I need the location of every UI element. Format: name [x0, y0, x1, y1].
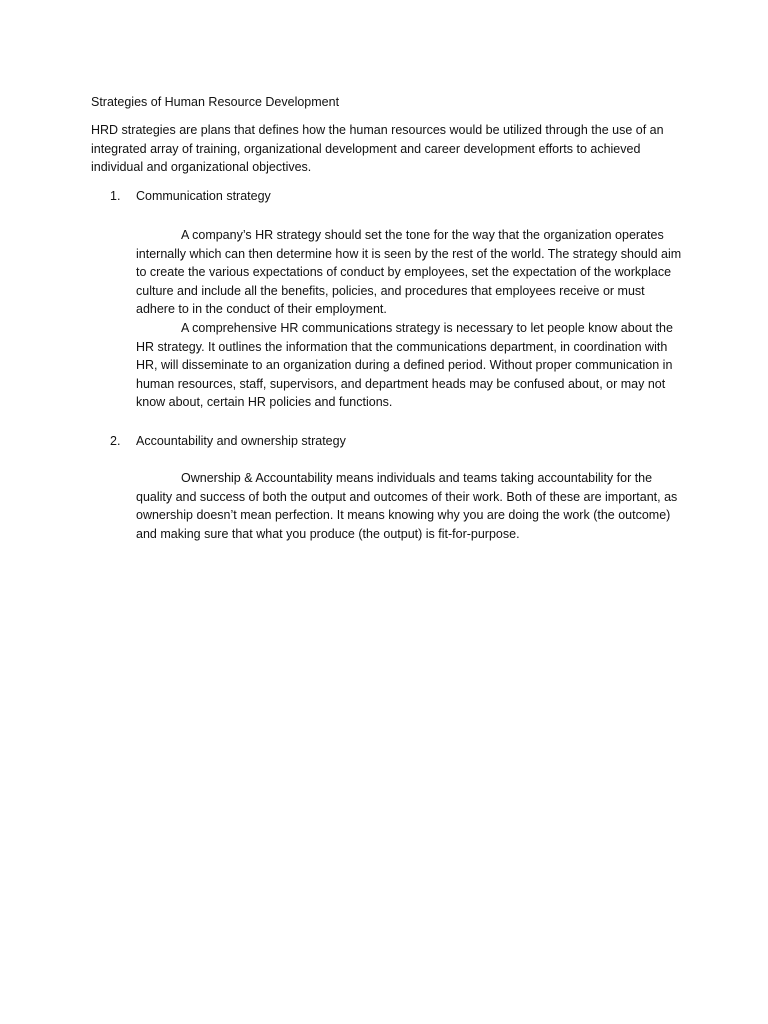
section-heading: Communication strategy — [136, 189, 271, 203]
body-paragraph: A comprehensive HR communications strategy is necessary to let people know about the HR strategy. It outlines the information that the communications department, in coordination with HR, will disseminate to an organization during a defined period. Without proper communication in human resources, staff, supervisors, and department heads may be confused about, or may not know about, certain HR policies and functions. — [136, 320, 673, 410]
body-paragraph: A company’s HR strategy should set the tone for the way that the organization operates internally which can then determine how it is seen by the rest of the world. The strategy should aim to create the various expectations of conduct by employees, set the expectation of the workplace culture and include all the benefits, policies, and procedures that employees receive or must adhere to in the conduct of their employment. — [136, 228, 682, 317]
intro-paragraph: HRD strategies are plans that defines how the human resources would be utilized through the use of an integrated array of training, organizational development and career development efforts to achieved individual and organizational objectives. — [91, 123, 664, 175]
section-number: 1. — [110, 189, 121, 203]
section-body-communication — [136, 226, 684, 412]
section-number: 2. — [110, 434, 121, 448]
section-body-accountability — [136, 469, 684, 543]
body-paragraph: Ownership & Accountability means individuals and teams taking accountability for the quality and success of both the output and outcomes of their work. Both of these are important, as ownership doesn’t mean perfection. It means knowing why you are doing the work (the outcome) and making sure that what you produce (the output) is fit-for-purpose. — [136, 471, 678, 541]
section-heading: Accountability and ownership strategy — [136, 434, 346, 448]
document-title: Strategies of Human Resource Development — [91, 95, 340, 109]
